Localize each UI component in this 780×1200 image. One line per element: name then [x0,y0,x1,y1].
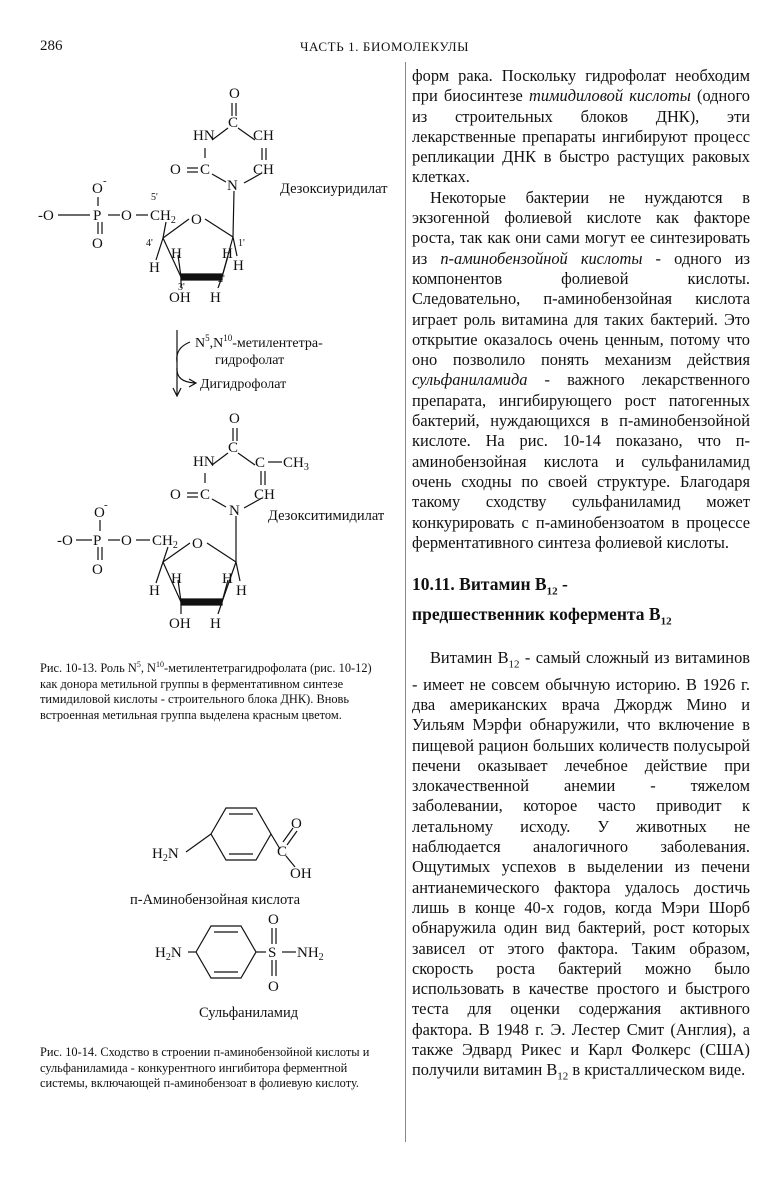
atom-o-minus: -O [38,208,54,224]
atom-h: H [210,290,221,306]
atom-h: H [233,258,244,274]
atom-c: C [200,487,211,503]
paragraph: форм рака. Поскольку гидрофолат необходим при биосинтезе тимидиловой кислоты (одного из строительных блоков ДНК), эти лекарственные препараты ингибируют процесс репликации ДНК в быстро растущих раковых клетках. [412,66,750,187]
label-deoxythymidylate: Дезокситимидилат [268,508,385,524]
atom-ch3: $CH_3$ [283,455,309,473]
label-sulfanilamide: Сульфаниламид [199,1005,299,1021]
atom-c: C [228,115,239,131]
reagent-in: $N^5,N^{10}-метилентетра-$ [195,333,323,351]
atom-ch: CH [254,487,275,503]
atom-o: O [291,816,302,832]
charge-minus: - [103,175,107,187]
atom-nh2: $NH_2$ [297,945,324,963]
column-rule [405,62,406,1142]
atom-o-ring: O [192,536,203,552]
atom-s: S [268,945,277,961]
atom-h: H [236,583,247,599]
atom-o: O [229,86,240,102]
atom-o: O [268,912,279,928]
atom-h: H [222,246,233,262]
atom-o-ring: O [191,212,202,228]
label-deoxyuridylate: Дезоксиуридилат [280,181,388,197]
atom-h: H [171,246,182,262]
figure-caption-10-14: Рис. 10-14. Сходство в строении п-аминобензойной кислоты и сульфаниламида - конкурентного ингибитора ферментной системы, включающей п-аминобензоат в фолиевую кислоту. [40,1045,370,1091]
page-number: 286 [40,38,63,54]
atom-h: H [149,260,160,276]
atom-c: C [200,162,211,178]
atom-h2n: $H_2N$ [152,846,179,864]
atom-o-minus: -O [57,533,73,549]
section-heading: 10.11. Витамин $B_{12}$ - предшественник кофермента $B_{12}$ [412,574,672,628]
atom-hn: HN [193,454,215,470]
running-head: ЧАСТЬ 1. БИОМОЛЕКУЛЫ [300,39,470,54]
atom-o: O [268,979,279,995]
atom-h: H [210,616,221,632]
atom-ch2: $CH_2$ [150,208,176,226]
atom-o: O [92,181,103,197]
atom-o: O [121,208,132,224]
body-text-column [412,66,750,1087]
atom-p: P [93,208,102,224]
atom-oh: OH [169,616,191,632]
atom-ch: CH [253,162,274,178]
atom-oh: OH [290,866,312,882]
reagent-in-line2: гидрофолат [215,353,285,368]
atom-h2n: $H_2N$ [155,945,182,963]
atom-o: O [92,562,103,578]
position-4p: 4' [146,238,153,249]
atom-o: O [94,505,105,521]
figure-10-13-and-10-14 [0,0,400,1040]
atom-oh: OH [169,290,191,306]
position-2p: 2' [218,274,225,285]
atom-n: N [229,503,240,519]
atom-o: O [170,162,181,178]
atom-ch: CH [253,128,274,144]
atom-h: H [222,571,233,587]
atom-hn: HN [193,128,215,144]
atom-c: C [277,844,288,860]
atom-o: O [92,236,103,252]
atom-h: H [171,571,182,587]
position-3p: 3' [178,282,185,293]
atom-o: O [121,533,132,549]
atom-p: P [93,533,102,549]
atom-o: O [229,411,240,427]
reagent-out: Дигидрофолат [200,377,287,392]
paragraph: Витамин $B_{12}$ - самый сложный из витаминов - имеет не совсем обычную историю. В 1926 г. два американских врача Джордж Мино и Уильям Мэрфи обнаружили, что включение в пищевой рацион больших количеств полусырой печени оказывает лечебное действие при злокачественной анемии - тяжелом заболевании, которое часто приводит к летальному исходу. У животных не наблюдается аналогичного заболевания. Ощутимых успехов в выделении из печени антианемического фактора удалось достичь лишь в конце 40-х годов, когда Мэри Шорб обнаружила один вид бактерий, рост которых зависел от этого фактора. Таким образом, скорость роста бактерий можно было использовать в качестве простого и быстрого теста для оценки содержания активного фактора. В 1948 г. Э. Лестер Смит (Англия), а также Эдвард Рикес и Карл Фолкерс (США) получили витамин $B_{12}$ в кристаллическом виде. [412,648,751,1083]
atom-h: H [149,583,160,599]
atom-o: O [170,487,181,503]
atom-c: C [255,455,266,471]
figure-caption-10-13: Рис. 10-13. Роль $N^5$, $N^{10}$-метилентетрагидрофолата (рис. 10-12) как донора метильной группы в ферментативном синтезе тимидиловой кислоты - строительного блока ДНК). Вновь встроенная метильная группа выделена красным цветом. [40,660,372,722]
charge-minus: - [104,499,108,511]
label-paba: п-Аминобензойная кислота [130,892,301,908]
paragraph: Некоторые бактерии не нуждаются в экзогенной фолиевой кислоте как факторе роста, так как они сами могут ее синтезировать из п-аминобензойной кислоты - одного из компонентов фолиевой кислоты. Следовательно, п-аминобензойная кислота играет роль витамина для таких бактерий. Это открытие оказалось очень ценным, потому что оно позволило понять механизм действия сульфаниламида - важного лекарственного препарата, ингибирующего рост патогенных бактерий, нуждающихся в п-аминобензойной кислоте. На рис. 10-14 показано, что п-аминобензойная кислота и сульфаниламид очень сходны по своей структуре. Благодаря такому сходству сульфаниламид может конкурировать с п-аминобензоатом в процессе ферментативного синтеза фолиевой кислоты. [412,187,750,552]
position-1p: 1' [238,238,245,249]
atom-ch2: $CH_2$ [152,533,178,551]
position-5p: 5' [151,192,158,203]
atom-c: C [228,440,239,456]
atom-n: N [227,178,238,194]
